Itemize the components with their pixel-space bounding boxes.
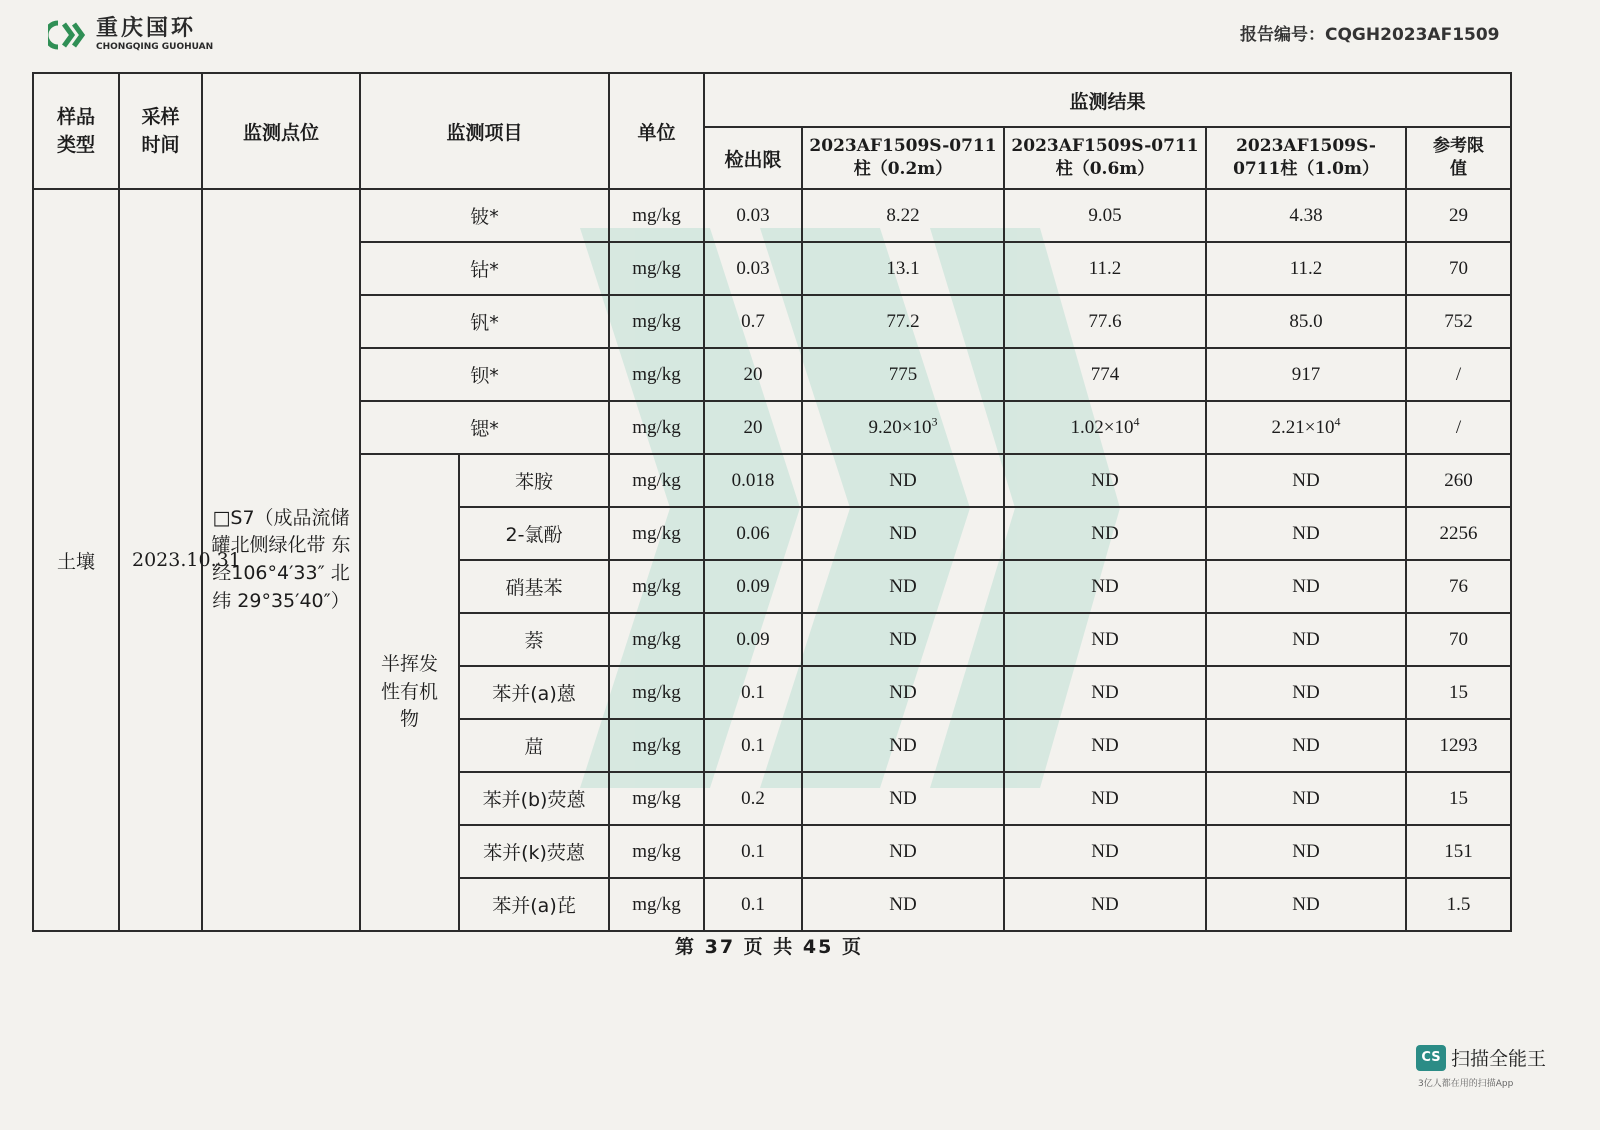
ref-cell: 70 xyxy=(1406,242,1511,295)
limit-cell: 0.1 xyxy=(704,719,802,772)
limit-cell: 0.7 xyxy=(704,295,802,348)
value-cell xyxy=(802,401,1004,454)
header-col-0.2m: 2023AF1509S-0711柱（0.2m） xyxy=(802,127,1004,189)
value-cell: ND xyxy=(802,666,1004,719)
ref-cell: 15 xyxy=(1406,772,1511,825)
item-cell: 苯并(k)荧蒽 xyxy=(459,825,609,878)
item-cell: 锶* xyxy=(360,401,609,454)
item-cell: 钴* xyxy=(360,242,609,295)
limit-cell: 20 xyxy=(704,401,802,454)
value-cell xyxy=(1004,401,1206,454)
value-cell: 13.1 xyxy=(802,242,1004,295)
item-cell: 苯胺 xyxy=(459,454,609,507)
header-reference-limit: 参考限值 xyxy=(1406,127,1511,189)
ref-cell: 1293 xyxy=(1406,719,1511,772)
item-cell: 硝基苯 xyxy=(459,560,609,613)
value-cell: ND xyxy=(1206,666,1406,719)
value-cell: ND xyxy=(1206,507,1406,560)
camscanner-icon: CS xyxy=(1416,1045,1446,1071)
unit-cell: mg/kg xyxy=(609,613,704,666)
item-cell: 苯并(a)芘 xyxy=(459,878,609,931)
unit-cell: mg/kg xyxy=(609,878,704,931)
guohuan-logo-icon xyxy=(48,20,90,50)
unit-cell: mg/kg xyxy=(609,295,704,348)
value-cell: ND xyxy=(802,719,1004,772)
header-col-1.0m: 2023AF1509S-0711柱（1.0m） xyxy=(1206,127,1406,189)
unit-cell: mg/kg xyxy=(609,560,704,613)
unit-cell: mg/kg xyxy=(609,507,704,560)
sample-time-cell: 2023.10.31 xyxy=(119,189,202,931)
ref-cell: / xyxy=(1406,401,1511,454)
value-cell: 8.22 xyxy=(802,189,1004,242)
table-row xyxy=(33,189,1511,242)
value-cell: 85.0 xyxy=(1206,295,1406,348)
value-cell: ND xyxy=(1206,825,1406,878)
header-detection-limit: 检出限 xyxy=(704,127,802,189)
value-cell: ND xyxy=(1004,507,1206,560)
value-cell: ND xyxy=(1004,772,1206,825)
limit-cell: 0.09 xyxy=(704,613,802,666)
header-col-0.6m: 2023AF1509S-0711柱（0.6m） xyxy=(1004,127,1206,189)
value-cell: 4.38 xyxy=(1206,189,1406,242)
value-cell: ND xyxy=(1206,613,1406,666)
unit-cell: mg/kg xyxy=(609,454,704,507)
ref-cell: 29 xyxy=(1406,189,1511,242)
unit-cell: mg/kg xyxy=(609,189,704,242)
page-header xyxy=(0,0,1600,64)
value-cell: 11.2 xyxy=(1206,242,1406,295)
scanner-tagline: 3亿人都在用的扫描App xyxy=(1418,1079,1514,1089)
value-cell: ND xyxy=(802,507,1004,560)
svoc-category-cell: 半挥发性有机物 xyxy=(360,454,459,931)
item-cell: 䓛 xyxy=(459,719,609,772)
value-base: 2.21×10 xyxy=(1271,416,1335,438)
value-cell: ND xyxy=(1206,719,1406,772)
report-number-label: 报告编号： xyxy=(1240,25,1325,45)
ref-cell: 151 xyxy=(1406,825,1511,878)
ref-cell: 15 xyxy=(1406,666,1511,719)
value-cell: ND xyxy=(1004,825,1206,878)
value-cell: ND xyxy=(802,772,1004,825)
ref-cell: / xyxy=(1406,348,1511,401)
unit-cell: mg/kg xyxy=(609,666,704,719)
limit-cell: 0.06 xyxy=(704,507,802,560)
value-cell: ND xyxy=(1206,878,1406,931)
header-item: 监测项目 xyxy=(360,73,609,189)
company-logo xyxy=(48,18,213,52)
value-cell: 9.05 xyxy=(1004,189,1206,242)
header-location: 监测点位 xyxy=(202,73,360,189)
limit-cell: 0.2 xyxy=(704,772,802,825)
value-cell: ND xyxy=(1206,560,1406,613)
value-cell: ND xyxy=(802,560,1004,613)
scanner-watermark xyxy=(1416,1044,1546,1071)
value-base: 1.02×10 xyxy=(1070,416,1134,438)
unit-cell: mg/kg xyxy=(609,242,704,295)
company-name-en: CHONGQING GUOHUAN xyxy=(96,42,214,52)
value-cell: 77.2 xyxy=(802,295,1004,348)
header-results: 监测结果 xyxy=(704,73,1511,127)
value-cell: ND xyxy=(802,613,1004,666)
value-cell: 77.6 xyxy=(1004,295,1206,348)
company-name-cn: 重庆国环 xyxy=(96,16,197,41)
ref-cell: 260 xyxy=(1406,454,1511,507)
unit-cell: mg/kg xyxy=(609,772,704,825)
value-cell: ND xyxy=(802,825,1004,878)
value-cell: ND xyxy=(1004,560,1206,613)
header-sample-time: 采样时间 xyxy=(119,73,202,189)
value-cell: ND xyxy=(802,454,1004,507)
limit-cell: 0.1 xyxy=(704,666,802,719)
value-cell: 774 xyxy=(1004,348,1206,401)
ref-cell: 1.5 xyxy=(1406,878,1511,931)
limit-cell: 0.09 xyxy=(704,560,802,613)
value-cell: ND xyxy=(1004,613,1206,666)
value-cell: ND xyxy=(1004,719,1206,772)
value-cell xyxy=(1206,401,1406,454)
limit-cell: 0.03 xyxy=(704,242,802,295)
location-text: □S7（成品流储罐北侧绿化带 东经106°4′33″ 北纬 29°35′40″） xyxy=(211,506,351,612)
page-number: 第 37 页 共 45 页 xyxy=(675,936,863,958)
value-exponent: 4 xyxy=(1133,414,1140,429)
unit-cell: mg/kg xyxy=(609,401,704,454)
item-cell: 铍* xyxy=(360,189,609,242)
unit-cell: mg/kg xyxy=(609,825,704,878)
limit-cell: 0.018 xyxy=(704,454,802,507)
value-cell: ND xyxy=(802,878,1004,931)
monitoring-results-table xyxy=(32,72,1512,932)
limit-cell: 20 xyxy=(704,348,802,401)
value-base: 9.20×10 xyxy=(868,416,932,438)
value-cell: ND xyxy=(1004,878,1206,931)
item-cell: 苯并(b)荧蒽 xyxy=(459,772,609,825)
value-cell: ND xyxy=(1004,454,1206,507)
value-cell: ND xyxy=(1206,772,1406,825)
header-unit: 单位 xyxy=(609,73,704,189)
scanner-app-name: 扫描全能王 xyxy=(1451,1048,1547,1070)
value-cell: ND xyxy=(1206,454,1406,507)
ref-cell: 752 xyxy=(1406,295,1511,348)
value-cell: 11.2 xyxy=(1004,242,1206,295)
item-cell: 苯并(a)蒽 xyxy=(459,666,609,719)
item-cell: 钡* xyxy=(360,348,609,401)
ref-cell: 2256 xyxy=(1406,507,1511,560)
limit-cell: 0.1 xyxy=(704,878,802,931)
unit-cell: mg/kg xyxy=(609,719,704,772)
value-exponent: 4 xyxy=(1334,414,1341,429)
value-exponent: 3 xyxy=(931,414,938,429)
report-number-value: CQGH2023AF1509 xyxy=(1325,25,1500,45)
sample-type-cell: 土壤 xyxy=(33,189,119,931)
ref-cell: 70 xyxy=(1406,613,1511,666)
limit-cell: 0.1 xyxy=(704,825,802,878)
value-cell: ND xyxy=(1004,666,1206,719)
item-cell: 2-氯酚 xyxy=(459,507,609,560)
item-cell: 钒* xyxy=(360,295,609,348)
item-cell: 萘 xyxy=(459,613,609,666)
location-cell xyxy=(202,189,360,931)
value-cell: 917 xyxy=(1206,348,1406,401)
header-sample-type: 样品类型 xyxy=(33,73,119,189)
limit-cell: 0.03 xyxy=(704,189,802,242)
unit-cell: mg/kg xyxy=(609,348,704,401)
ref-cell: 76 xyxy=(1406,560,1511,613)
report-number xyxy=(1240,20,1500,45)
value-cell: 775 xyxy=(802,348,1004,401)
